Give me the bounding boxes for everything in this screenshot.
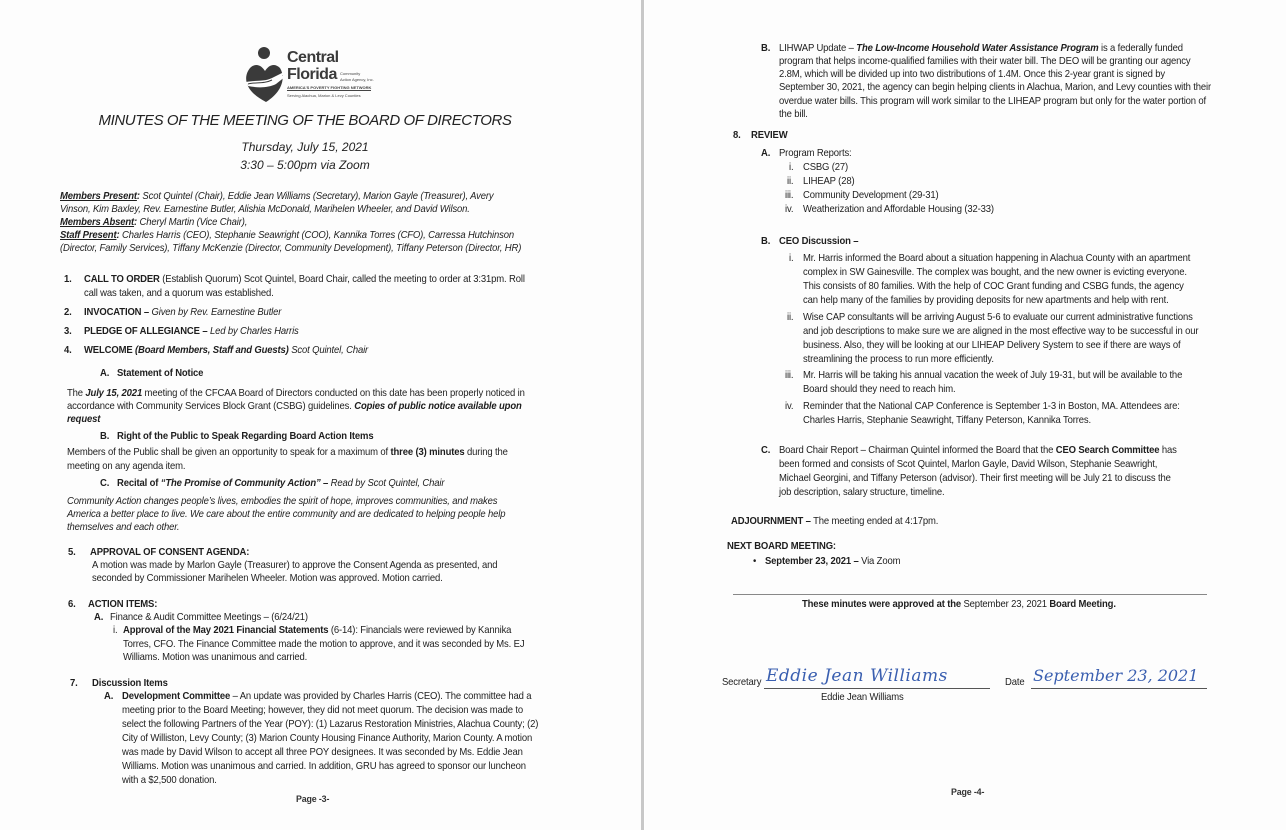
next-meeting-date: September 23, 2021 – xyxy=(765,556,859,567)
logo-tagline: AMERICA'S POVERTY FIGHTING NETWORK xyxy=(287,85,372,90)
board-chair-text-1a: – Chairman Quintel informed the Board that the xyxy=(858,445,1056,456)
board-chair-line-1 xyxy=(779,444,1177,457)
item-1-number: 1. xyxy=(64,274,72,285)
item-8-heading: REVIEW xyxy=(751,130,788,141)
members-absent-label: Members Absent xyxy=(60,217,135,228)
item-7-heading: Discussion Items xyxy=(92,678,168,689)
item-1-text-a: (Establish Quorum) Scot Quintel, Board Chair, called the meeting to order at 3:31pm. Roll xyxy=(162,274,525,285)
ceo-discussion-heading: CEO Discussion – xyxy=(779,236,859,247)
ceo-i-line-3: This consists of 80 families. With the help of COC Grant funding and CSBG funds, the agency xyxy=(803,281,1184,292)
heart-hands-logo-icon xyxy=(242,44,288,104)
item-6ai-line-3: Williams. Motion was unanimous and carried. xyxy=(123,652,308,663)
staff-present-list-2: (Director, Family Services), Tiffany McKenzie (Director, Community Development), Tiffany Peterson (Director, HR) xyxy=(60,243,522,254)
secretary-printed-name: Eddie Jean Williams xyxy=(821,692,904,703)
item-7a-line-5: was made by David Wilson to accept all three POY designees. It was seconded by Ms. Eddie Jean xyxy=(122,747,523,758)
page-number-left: Page -3- xyxy=(296,794,330,805)
members-present-list-1: Scot Quintel (Chair), Eddie Jean Williams (Secretary), Marion Gayle (Treasurer), Avery xyxy=(142,191,494,202)
approval-rule xyxy=(733,594,1207,595)
recital-line-2: America a better place to live. We care about the entire community and are dedicated to helping people help xyxy=(67,509,506,520)
ceo-ii-line-4: streamlining the process to run more efficiently. xyxy=(803,354,994,365)
recital-heading-a: Recital of xyxy=(117,478,161,489)
lihwap-line-3: 2.8M, which will be divided up into two distributions of 1.4M. Once this 2-year grant is signed by xyxy=(779,69,1166,80)
recital-heading-c: Read by Scot Quintel, Chair xyxy=(328,478,445,489)
section-a-label: A. xyxy=(100,368,110,379)
item-7a-line-6: Williams. Motion was unanimous and carried. In addition, GRU has agreed to sponsor our luncheon xyxy=(122,761,526,772)
item-6a-text: Finance & Audit Committee Meetings – (6/24/21) xyxy=(110,612,308,623)
ceo-i-label: i. xyxy=(789,253,794,264)
report-3-label: iii. xyxy=(785,190,794,201)
item-5-heading: APPROVAL OF CONSENT AGENDA: xyxy=(90,547,250,558)
members-absent: Members Absent: Cheryl Martin (Vice Chair), xyxy=(60,217,248,228)
item-6-number: 6. xyxy=(68,599,76,610)
approval-text-1: These minutes were approved at the xyxy=(802,599,964,610)
item-3-text: Led by Charles Harris xyxy=(209,326,299,337)
item-6ai-text-1: (6-14): Financials were reviewed by Kannika xyxy=(328,625,512,636)
item-7a-line-7: with a $2,500 donation. xyxy=(122,775,217,786)
item-6ai-label: i. xyxy=(113,625,118,636)
item-7a-label: A. xyxy=(104,691,114,702)
report-1: CSBG (27) xyxy=(803,162,849,173)
section-c-label: C. xyxy=(100,478,110,489)
item-4-text: Scot Quintel, Chair xyxy=(291,345,369,356)
item-6ai-line-1 xyxy=(123,624,511,637)
speak-minutes: three (3) minutes xyxy=(390,447,465,458)
organization-logo xyxy=(242,44,374,106)
ceo-ii-label: ii. xyxy=(787,312,794,323)
lihwap-line-5: overdue water bills. This program will work similar to the LIHEAP program but only for the water portion of xyxy=(779,96,1207,107)
members-present-list-2: Vinson, Kim Baxley, Rev. Earnestine Butler, Alishia McDonald, Marihelen Wheeler, and David Wilson. xyxy=(60,204,470,215)
item-4-heading: WELCOME xyxy=(84,345,133,356)
next-meeting-via: Via Zoom xyxy=(858,556,901,567)
adjournment xyxy=(731,515,938,528)
members-present: Members Present: Scot Quintel (Chair), Eddie Jean Williams (Secretary), Marion Gayle (Treasurer), Avery xyxy=(60,191,494,202)
ceo-ii-line-1: Wise CAP consultants will be arriving August 5-6 to evaluate our current administrative functions xyxy=(803,312,1193,323)
report-4-label: iv. xyxy=(785,204,794,215)
lihwap-label: B. xyxy=(761,43,771,54)
notice-copies: Copies of public notice available upon xyxy=(354,401,522,412)
staff-present-label: Staff Present xyxy=(60,230,117,241)
secretary-signature-line xyxy=(764,688,990,689)
members-absent-list: Cheryl Martin (Vice Chair), xyxy=(139,217,248,228)
report-1-label: i. xyxy=(789,162,794,173)
approval-date: September 23, 2021 xyxy=(963,599,1047,610)
board-chair-text-1c: has xyxy=(1159,445,1177,456)
page-divider xyxy=(641,0,644,830)
item-5-line-1: A motion was made by Marlon Gayle (Treasurer) to approve the Consent Agenda as presented, and xyxy=(92,560,498,571)
item-4-heading-sub: (Board Members, Staff and Guests) xyxy=(135,345,289,356)
statement-of-notice-line-3: request xyxy=(67,414,101,425)
page-3 xyxy=(0,0,641,830)
right-to-speak-heading: Right of the Public to Speak Regarding Board Action Items xyxy=(117,431,374,442)
item-2-number: 2. xyxy=(64,307,72,318)
meeting-time: 3:30 – 5:00pm via Zoom xyxy=(240,158,370,172)
approval-text-3: Board Meeting. xyxy=(1046,599,1116,610)
item-6a-label: A. xyxy=(94,612,104,623)
item-5-line-2: seconded by Commissioner Marihelen Wheeler. Motion was approved. Motion carried. xyxy=(92,573,443,584)
section-b-label: B. xyxy=(100,431,110,442)
item-7a-line-1 xyxy=(122,690,531,703)
lihwap-program-name: The Low-Income Household Water Assistance Program xyxy=(856,43,1099,54)
report-3: Community Development (29-31) xyxy=(803,190,939,201)
lihwap-line-2: program that helps income-qualified families with their water bill. The DEO will be granting our agency xyxy=(779,56,1191,67)
item-7a-line-4: City of Williston, Levy County; (3) Marion County Housing Finance Authority, Marion County. A motion xyxy=(122,733,533,744)
item-7-number: 7. xyxy=(70,678,78,689)
item-2-text: Given by Rev. Earnestine Butler xyxy=(151,307,282,318)
program-reports-label: A. xyxy=(761,148,771,159)
ceo-i-line-1: Mr. Harris informed the Board about a situation happening in Alachua County with an apartment xyxy=(803,253,1191,264)
statement-of-notice-line-2 xyxy=(67,400,522,413)
board-chair-label: C. xyxy=(761,445,771,456)
ceo-iv-label: iv. xyxy=(785,401,794,412)
statement-of-notice-line-1 xyxy=(67,387,525,400)
report-4: Weatherization and Affordable Housing (32-33) xyxy=(803,204,994,215)
item-8-number: 8. xyxy=(733,130,741,141)
next-meeting-heading: NEXT BOARD MEETING: xyxy=(727,541,836,552)
ceo-iv-line-2: Charles Harris, Stephanie Seawright, Tiffany Peterson, Kannika Torres. xyxy=(803,415,1091,426)
board-chair-line-2: been formed and consists of Scot Quintel, Marlon Gayle, David Wilson, Stephanie Seawright, xyxy=(779,459,1158,470)
recital-heading xyxy=(117,477,444,490)
program-reports-heading: Program Reports: xyxy=(779,148,852,159)
board-chair-line-4: job description, salary structure, timeline. xyxy=(779,487,945,498)
document-title: MINUTES OF THE MEETING OF THE BOARD OF DIRECTORS xyxy=(98,112,512,129)
ceo-discussion-label: B. xyxy=(761,236,771,247)
meeting-date: Thursday, July 15, 2021 xyxy=(241,140,369,154)
item-6ai-line-2: Torres, CFO. The Finance Committee made the motion to approve, and it was seconded by Ms. EJ xyxy=(123,639,525,650)
date-signature: September 23, 2021 xyxy=(1033,666,1199,685)
recital-heading-b: “The Promise of Community Action” – xyxy=(160,478,329,489)
ceo-iv-line-1: Reminder that the National CAP Conference is September 1-3 in Boston, MA. Attendees are: xyxy=(803,401,1180,412)
item-7a-line-2: meeting prior to the Board Meeting; however, they did not meet quorum. The decision was made to xyxy=(122,705,524,716)
right-to-speak-line-1 xyxy=(67,446,508,459)
ceo-i-line-2: complex in SW Gainesville. The complex was bought, and the new owner is evicting everyone. xyxy=(803,267,1187,278)
lihwap-line-4: September 30, 2021, the agency can begin helping clients in Alachua, Marion, and Levy counties with their xyxy=(779,82,1211,93)
secretary-signature: Eddie Jean Williams xyxy=(766,666,948,686)
date-signature-line xyxy=(1031,688,1207,689)
ceo-iii-line-1: Mr. Harris will be taking his annual vacation the week of July 19-31, but will be available to the xyxy=(803,370,1183,381)
secretary-label: Secretary xyxy=(722,677,762,688)
item-2-heading: INVOCATION – xyxy=(84,307,150,318)
lihwap-text-1: is a federally funded xyxy=(1098,43,1183,54)
logo-community: Community xyxy=(340,71,361,76)
notice-text-1a: The xyxy=(67,388,86,399)
item-7a-heading: Development Committee xyxy=(122,691,231,702)
board-chair-line-3: Michael Georgini, and Tiffany Peterson (advisor). Their first meeting will be July 21 to discuss the xyxy=(779,473,1171,484)
ceo-iii-label: iii. xyxy=(785,370,794,381)
statement-of-notice-heading: Statement of Notice xyxy=(117,368,204,379)
staff-present-list-1: Charles Harris (CEO), Stephanie Seawright (COO), Kannika Torres (CFO), Carressa Hutchinson xyxy=(121,230,514,241)
ceo-search-committee: CEO Search Committee xyxy=(1055,445,1160,456)
members-present-label: Members Present xyxy=(60,191,137,202)
approval-statement xyxy=(802,598,1116,611)
item-7a-line-3: select the following Partners of the Year (POY): (1) Lazarus Restoration Ministries, Alachua County; (2) xyxy=(122,719,539,730)
item-7a-text-1: – An update was provided by Charles Harris (CEO). The committee had a xyxy=(230,691,532,702)
date-label: Date xyxy=(1005,677,1025,688)
adjournment-heading: ADJOURNMENT – xyxy=(731,516,811,527)
logo-agency: Action Agency, Inc. xyxy=(340,77,374,82)
item-4-welcome xyxy=(84,344,368,357)
notice-text-2a: accordance with Community Services Block Grant (CSBG) guidelines. xyxy=(67,401,355,412)
logo-serving: Serving Alachua, Marion & Levy Counties xyxy=(287,93,361,98)
item-6ai-heading: Approval of the May 2021 Financial Statements xyxy=(123,625,329,636)
staff-present: Staff Present: Charles Harris (CEO), Stephanie Seawright (COO), Kannika Torres (CFO), Carressa Hutchinson xyxy=(60,230,514,241)
item-2-invocation xyxy=(84,306,281,319)
recital-line-1: Community Action changes people’s lives, embodies the spirit of hope, improves communities, and makes xyxy=(67,496,498,507)
lihwap-heading: LIHWAP Update – xyxy=(779,43,857,54)
item-1-heading: CALL TO ORDER xyxy=(84,274,160,285)
logo-word-central: Central xyxy=(287,49,339,66)
item-3-number: 3. xyxy=(64,326,72,337)
ceo-ii-line-3: business. Also, they will be looking at our LIHEAP Delivery System to see if there are ways of xyxy=(803,340,1181,351)
recital-line-3: themselves and each other. xyxy=(67,522,180,533)
right-to-speak-line-2: meeting on any agenda item. xyxy=(67,461,186,472)
item-3-pledge xyxy=(84,325,299,338)
speak-text-1c: during the xyxy=(464,447,508,458)
item-3-heading: PLEDGE OF ALLEGIANCE – xyxy=(84,326,208,337)
item-4-number: 4. xyxy=(64,345,72,356)
report-2: LIHEAP (28) xyxy=(803,176,855,187)
item-6-heading: ACTION ITEMS: xyxy=(88,599,158,610)
ceo-i-line-4: can help many of the families by providing deposits for new apartments and help with rent. xyxy=(803,295,1169,306)
next-meeting-bullet: • xyxy=(753,556,757,567)
notice-date: July 15, 2021 xyxy=(85,388,143,399)
page-4 xyxy=(645,0,1286,830)
ceo-iii-line-2: Board should they need to reach him. xyxy=(803,384,956,395)
logo-word-florida: Florida xyxy=(287,66,337,83)
notice-text-1c: meeting of the CFCAA Board of Directors conducted on this date has been properly noticed in xyxy=(142,388,525,399)
item-1-text-b: call was taken, and a quorum was established. xyxy=(84,288,274,299)
next-meeting-item xyxy=(765,555,900,568)
item-1-call-to-order xyxy=(84,273,525,286)
lihwap-line-6: the bill. xyxy=(779,109,808,120)
item-5-number: 5. xyxy=(68,547,76,558)
ceo-ii-line-2: and job descriptions to make sure we are aligned in the most effective way to be successful in our xyxy=(803,326,1199,337)
speak-text-1a: Members of the Public shall be given an opportunity to speak for a maximum of xyxy=(67,447,391,458)
board-chair-heading: Board Chair Report xyxy=(779,445,859,456)
adjournment-text: The meeting ended at 4:17pm. xyxy=(813,516,939,527)
page-number-right: Page -4- xyxy=(951,787,985,798)
lihwap-line-1 xyxy=(779,42,1183,55)
report-2-label: ii. xyxy=(787,176,794,187)
